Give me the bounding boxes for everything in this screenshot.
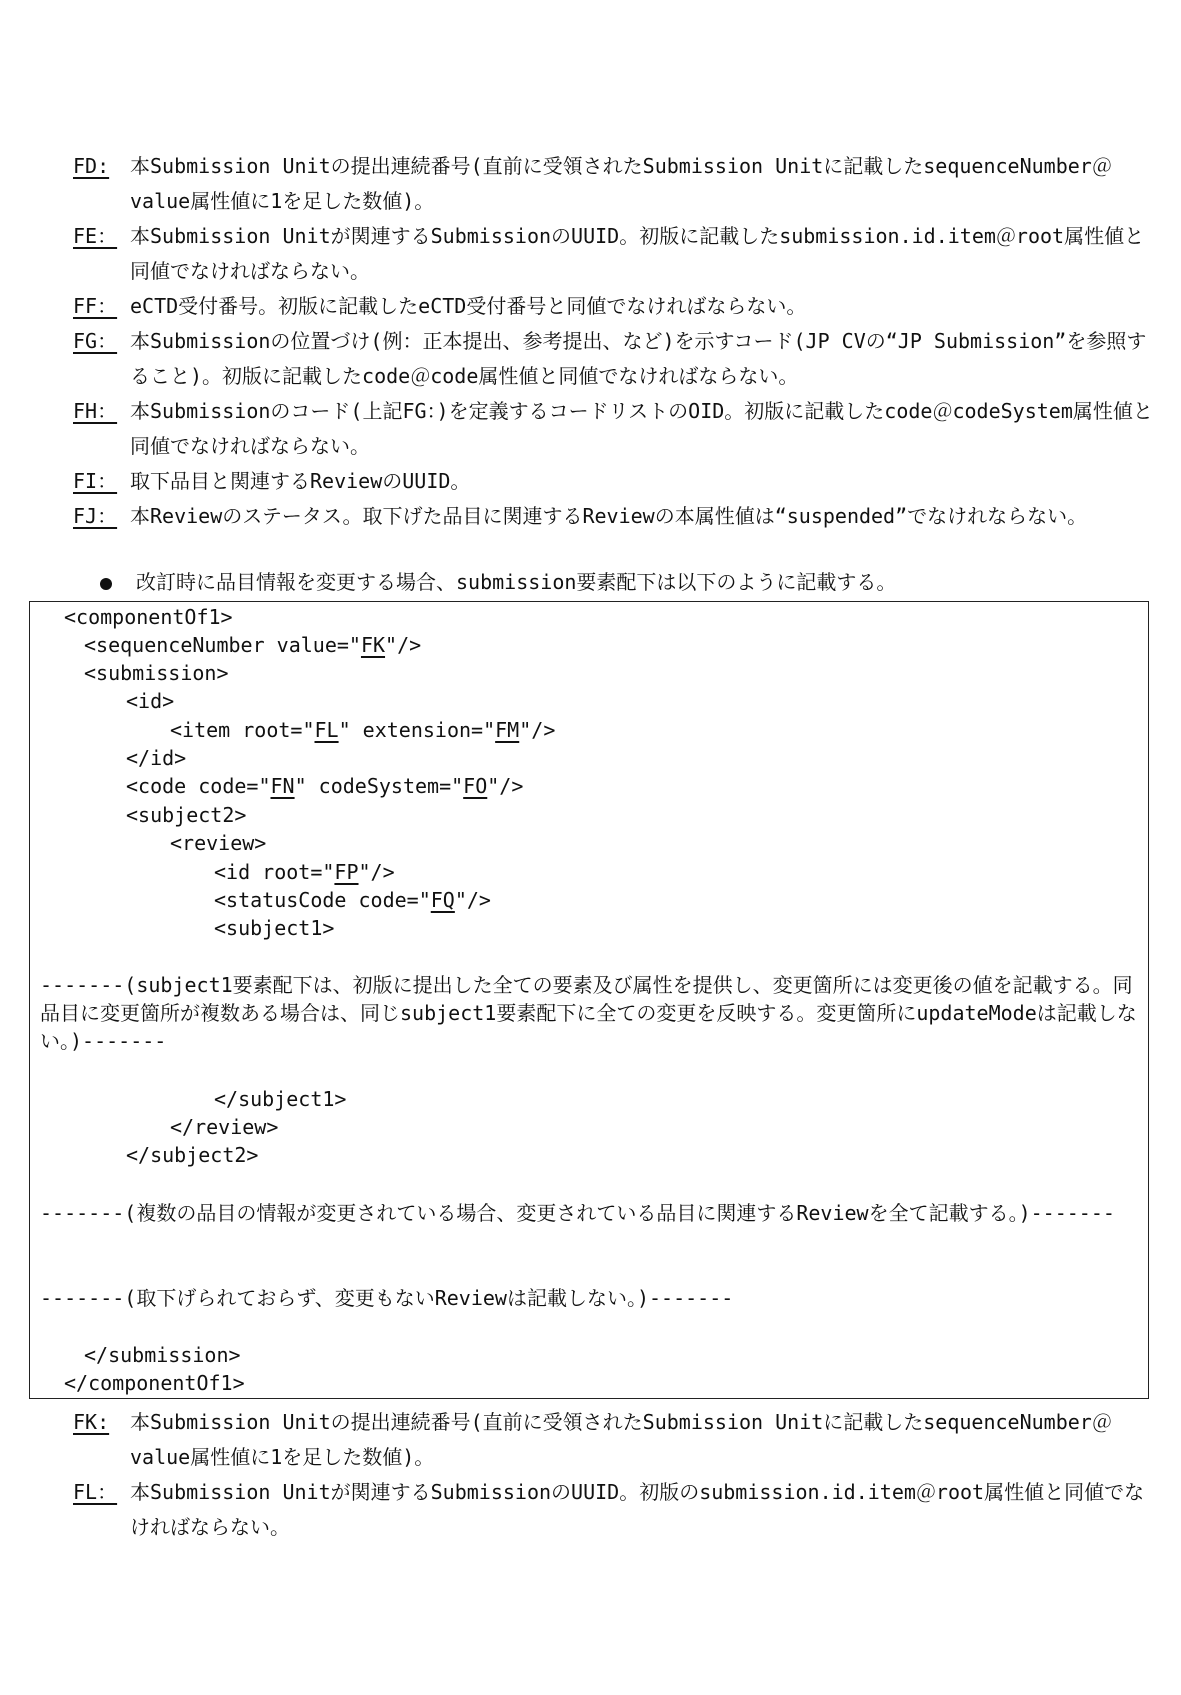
placeholder-fn: FN — [270, 774, 295, 798]
definition-list-bottom — [73, 1405, 1153, 1545]
code-line — [214, 886, 491, 914]
bullet-text: 改訂時に品目情報を変更する場合、submission要素配下は以下のように記載する。 — [136, 570, 897, 594]
code-text: "/> — [385, 633, 422, 657]
definition-text: 本Submission Unitの提出連続番号(直前に受領されたSubmission Unitに記載したsequenceNumber＠value属性値に1を足した数値)。 — [130, 1410, 1112, 1469]
placeholder-fq: FQ — [430, 888, 455, 912]
code-line: </id> — [126, 746, 187, 770]
placeholder-fk: FK — [360, 633, 386, 657]
code-line: <review> — [170, 831, 267, 855]
code-text: "/> — [454, 888, 491, 912]
code-text: "/> — [519, 718, 556, 742]
definition-fe — [73, 219, 1153, 289]
definition-label: FG： — [73, 329, 118, 353]
definition-text: 本Submissionのコード(上記FG：)を定義するコードリストのOID。初版に記載したcode＠codeSystem属性値と同値でなければならない。 — [130, 399, 1153, 458]
definition-fk — [73, 1405, 1153, 1475]
definition-text: 本Submission Unitが関連するSubmissionのUUID。初版のsubmission.id.item＠root属性値と同値でなければならない。 — [130, 1480, 1145, 1539]
definition-ff — [73, 289, 1153, 324]
code-line: <id> — [126, 689, 175, 713]
code-text: <item root=" — [170, 718, 315, 742]
code-line: </review> — [170, 1115, 279, 1139]
code-note: -------(subject1要素配下は、初版に提出した全ての要素及び属性を提供し、変更箇所には変更後の値を記載する。同品目に変更箇所が複数ある場合は、同じsubject1要素配下に全ての変更を反映する。変更箇所にupdateModeは記載しない。)------- — [40, 973, 1137, 1053]
definition-fl — [73, 1475, 1153, 1545]
code-line — [170, 716, 555, 744]
definition-label: FI： — [73, 469, 118, 493]
code-note: -------(取下げられておらず、変更もないReviewは記載しない。)------- — [40, 1286, 734, 1310]
code-line — [214, 858, 395, 886]
code-text: <statusCode code=" — [214, 888, 431, 912]
code-line: <submission> — [84, 661, 229, 685]
bullet-item — [100, 565, 896, 599]
definition-label: FH： — [73, 399, 118, 423]
code-line: <subject1> — [214, 916, 335, 940]
placeholder-fo: FO — [463, 774, 488, 798]
code-text: <id root=" — [214, 860, 335, 884]
code-line: </subject2> — [126, 1143, 259, 1167]
code-line: </submission> — [84, 1343, 241, 1367]
definition-label: FL： — [73, 1480, 118, 1504]
code-text: "/> — [487, 774, 524, 798]
code-line: <componentOf1> — [64, 605, 233, 629]
xml-code-box — [29, 601, 1149, 1399]
definition-fh — [73, 394, 1153, 464]
definition-label: FF： — [73, 294, 118, 318]
code-line: <subject2> — [126, 803, 247, 827]
bullet-dot-icon — [100, 578, 112, 590]
code-text: <sequenceNumber value=" — [84, 633, 361, 657]
code-note: -------(複数の品目の情報が変更されている場合、変更されている品目に関連するReviewを全て記載する。)------- — [40, 1201, 1115, 1225]
definition-text: 本Submissionの位置づけ(例：正本提出、参考提出、など)を示すコード(JP CVの“JP Submission”を参照すること)。初版に記載したcode＠code属性値と同値でなければならない。 — [130, 329, 1147, 388]
placeholder-fm: FM — [495, 718, 520, 742]
placeholder-fl: FL — [314, 718, 339, 742]
code-text: <code code=" — [126, 774, 271, 798]
definition-text: 本Submission Unitが関連するSubmissionのUUID。初版に記載したsubmission.id.item＠root属性値と同値でなければならない。 — [130, 224, 1145, 283]
code-text: " extension=" — [338, 718, 496, 742]
definition-text: eCTD受付番号。初版に記載したeCTD受付番号と同値でなければならない。 — [130, 294, 807, 318]
definition-fg — [73, 324, 1153, 394]
placeholder-fp: FP — [334, 860, 359, 884]
definition-label: FJ： — [73, 504, 118, 528]
code-text: " codeSystem=" — [294, 774, 464, 798]
code-line — [84, 631, 421, 659]
code-text: "/> — [358, 860, 395, 884]
definition-label: FK: — [73, 1410, 110, 1434]
definition-label: FE： — [73, 224, 118, 248]
definition-fd — [73, 149, 1153, 219]
code-line — [126, 772, 523, 800]
definition-fi — [73, 464, 1153, 499]
definition-label: FD: — [73, 154, 110, 178]
definition-fj — [73, 499, 1153, 534]
code-line: </subject1> — [214, 1087, 347, 1111]
definition-text: 本Reviewのステータス。取下げた品目に関連するReviewの本属性値は“suspended”でなけれならない。 — [130, 504, 1088, 528]
definition-text: 本Submission Unitの提出連続番号(直前に受領されたSubmission Unitに記載したsequenceNumber＠value属性値に1を足した数値)。 — [130, 154, 1112, 213]
definition-text: 取下品目と関連するReviewのUUID。 — [130, 469, 471, 493]
code-line: </componentOf1> — [64, 1371, 245, 1395]
definition-list-top — [73, 149, 1153, 534]
